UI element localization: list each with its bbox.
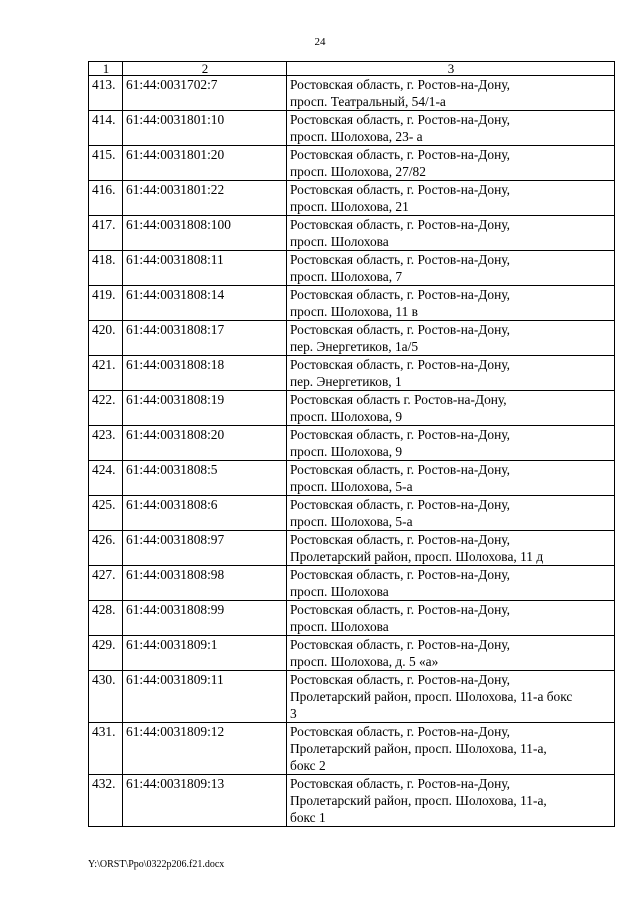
row-number: 426. <box>89 531 123 566</box>
address-cell <box>287 671 615 723</box>
address-cell <box>287 76 615 111</box>
address-cell <box>287 181 615 216</box>
address-cell <box>287 531 615 566</box>
table-row <box>89 636 615 671</box>
address-line: Ростовская область, г. Ростов-на-Дону, <box>290 724 510 739</box>
address-line: просп. Шолохова <box>290 234 389 249</box>
address-cell <box>287 601 615 636</box>
address-cell <box>287 111 615 146</box>
table-row <box>89 775 615 827</box>
cadastral-number: 61:44:0031808:18 <box>123 356 287 391</box>
address-line: Ростовская область, г. Ростов-на-Дону, <box>290 217 510 232</box>
address-line: просп. Шолохова, 9 <box>290 444 403 459</box>
address-line: бокс 1 <box>290 810 326 825</box>
table-row <box>89 146 615 181</box>
row-number: 415. <box>89 146 123 181</box>
table-row <box>89 216 615 251</box>
table-row <box>89 111 615 146</box>
row-number: 432. <box>89 775 123 827</box>
table-row <box>89 671 615 723</box>
address-cell <box>287 566 615 601</box>
address-line: Ростовская область, г. Ростов-на-Дону, <box>290 672 510 687</box>
address-cell <box>287 146 615 181</box>
row-number: 422. <box>89 391 123 426</box>
address-line: Пролетарский район, просп. Шолохова, 11-а, <box>290 741 547 756</box>
address-cell <box>287 286 615 321</box>
cadastral-number: 61:44:0031809:13 <box>123 775 287 827</box>
address-cell <box>287 356 615 391</box>
address-line: Ростовская область, г. Ростов-на-Дону, <box>290 637 510 652</box>
address-cell <box>287 391 615 426</box>
table-row <box>89 426 615 461</box>
cadastral-number: 61:44:0031801:10 <box>123 111 287 146</box>
table-row <box>89 76 615 111</box>
address-line: просп. Шолохова, 7 <box>290 269 403 284</box>
address-line: пер. Энергетиков, 1 <box>290 374 402 389</box>
table-row <box>89 391 615 426</box>
row-number: 414. <box>89 111 123 146</box>
address-line: Ростовская область, г. Ростов-на-Дону, <box>290 112 510 127</box>
cadastral-number: 61:44:0031809:11 <box>123 671 287 723</box>
footer-file-path: Y:\ORST\Ppo\0322p206.f21.docx <box>88 859 225 870</box>
row-number: 424. <box>89 461 123 496</box>
address-line: Ростовская область, г. Ростов-на-Дону, <box>290 147 510 162</box>
address-line: просп. Шолохова, 5-а <box>290 479 413 494</box>
cadastral-number: 61:44:0031702:7 <box>123 76 287 111</box>
row-number: 417. <box>89 216 123 251</box>
row-number: 418. <box>89 251 123 286</box>
table-row <box>89 321 615 356</box>
address-line: Ростовская область, г. Ростов-на-Дону, <box>290 322 510 337</box>
row-number: 420. <box>89 321 123 356</box>
cadastral-number: 61:44:0031801:22 <box>123 181 287 216</box>
table-row <box>89 181 615 216</box>
address-line: просп. Шолохова, 21 <box>290 199 409 214</box>
address-cell <box>287 775 615 827</box>
row-number: 429. <box>89 636 123 671</box>
row-number: 428. <box>89 601 123 636</box>
address-line: бокс 2 <box>290 758 326 773</box>
address-line: Пролетарский район, просп. Шолохова, 11 д <box>290 549 544 564</box>
header-col-3: 3 <box>287 62 615 76</box>
cadastral-number: 61:44:0031808:97 <box>123 531 287 566</box>
address-line: Пролетарский район, просп. Шолохова, 11-а, <box>290 793 547 808</box>
address-line: просп. Шолохова, 23- а <box>290 129 423 144</box>
row-number: 413. <box>89 76 123 111</box>
address-line: Пролетарский район, просп. Шолохова, 11-а бокс <box>290 689 573 704</box>
address-line: просп. Театральный, 54/1-а <box>290 94 446 109</box>
table-row <box>89 723 615 775</box>
address-line: Ростовская область, г. Ростов-на-Дону, <box>290 77 510 92</box>
cadastral-number: 61:44:0031808:11 <box>123 251 287 286</box>
address-cell <box>287 723 615 775</box>
cadastral-number: 61:44:0031809:12 <box>123 723 287 775</box>
address-line: Ростовская область, г. Ростов-на-Дону, <box>290 602 510 617</box>
cadastral-number: 61:44:0031808:17 <box>123 321 287 356</box>
cadastral-number: 61:44:0031808:5 <box>123 461 287 496</box>
address-line: просп. Шолохова <box>290 584 389 599</box>
row-number: 427. <box>89 566 123 601</box>
row-number: 425. <box>89 496 123 531</box>
row-number: 421. <box>89 356 123 391</box>
address-line: просп. Шолохова, 9 <box>290 409 403 424</box>
address-cell <box>287 461 615 496</box>
cadastral-number: 61:44:0031808:14 <box>123 286 287 321</box>
address-cell <box>287 426 615 461</box>
table-row <box>89 356 615 391</box>
header-col-2: 2 <box>123 62 287 76</box>
row-number: 419. <box>89 286 123 321</box>
cadastral-number: 61:44:0031809:1 <box>123 636 287 671</box>
table-body <box>89 76 615 827</box>
table-row <box>89 531 615 566</box>
address-line: Ростовская область, г. Ростов-на-Дону, <box>290 497 510 512</box>
address-line: пер. Энергетиков, 1а/5 <box>290 339 419 354</box>
address-cell <box>287 321 615 356</box>
address-line: Ростовская область, г. Ростов-на-Дону, <box>290 462 510 477</box>
cadastral-number: 61:44:0031808:100 <box>123 216 287 251</box>
address-line: Ростовская область, г. Ростов-на-Дону, <box>290 567 510 582</box>
cadastral-table <box>88 61 615 827</box>
address-line: Ростовская область, г. Ростов-на-Дону, <box>290 182 510 197</box>
address-cell <box>287 636 615 671</box>
address-line: Ростовская область, г. Ростов-на-Дону, <box>290 252 510 267</box>
table-row <box>89 286 615 321</box>
address-line: 3 <box>290 706 297 721</box>
table-row <box>89 566 615 601</box>
table-row <box>89 251 615 286</box>
address-line: Ростовская область, г. Ростов-на-Дону, <box>290 287 510 302</box>
table-row <box>89 496 615 531</box>
address-line: Ростовская область, г. Ростов-на-Дону, <box>290 532 510 547</box>
table-row <box>89 601 615 636</box>
cadastral-number: 61:44:0031808:19 <box>123 391 287 426</box>
row-number: 423. <box>89 426 123 461</box>
header-col-1: 1 <box>89 62 123 76</box>
cadastral-number: 61:44:0031801:20 <box>123 146 287 181</box>
address-line: просп. Шолохова, 5-а <box>290 514 413 529</box>
row-number: 431. <box>89 723 123 775</box>
table-header-row <box>89 62 615 76</box>
cadastral-number: 61:44:0031808:98 <box>123 566 287 601</box>
cadastral-number: 61:44:0031808:99 <box>123 601 287 636</box>
address-line: Ростовская область, г. Ростов-на-Дону, <box>290 427 510 442</box>
address-cell <box>287 496 615 531</box>
address-line: Ростовская область, г. Ростов-на-Дону, <box>290 776 510 791</box>
address-cell <box>287 216 615 251</box>
table-row <box>89 461 615 496</box>
address-line: Ростовская область г. Ростов-на-Дону, <box>290 392 507 407</box>
row-number: 430. <box>89 671 123 723</box>
address-line: просп. Шолохова, 11 в <box>290 304 418 319</box>
page-number: 24 <box>314 36 326 48</box>
address-line: просп. Шолохова <box>290 619 389 634</box>
address-line: просп. Шолохова, 27/82 <box>290 164 426 179</box>
address-line: просп. Шолохова, д. 5 «а» <box>290 654 439 669</box>
cadastral-number: 61:44:0031808:6 <box>123 496 287 531</box>
address-cell <box>287 251 615 286</box>
row-number: 416. <box>89 181 123 216</box>
address-line: Ростовская область, г. Ростов-на-Дону, <box>290 357 510 372</box>
cadastral-number: 61:44:0031808:20 <box>123 426 287 461</box>
